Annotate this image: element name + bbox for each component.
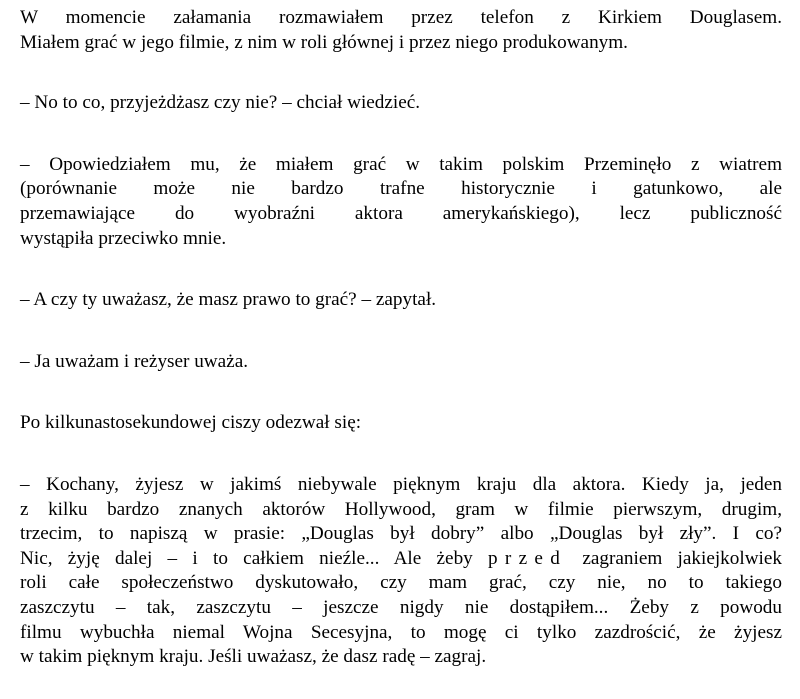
paragraph-right-question <box>20 288 782 313</box>
text-line: Miałem grać w jego filmie, z nim w roli głównej i przez niego produkowanym. <box>20 31 628 53</box>
text-line: – Opowiedziałem mu, że miałem grać w takim polskim Przeminęło z wiatrem <box>20 153 782 175</box>
text-line: w takim pięknym kraju. Jeśli uważasz, że dasz radę – zagraj. <box>20 646 487 668</box>
paragraph-explanation <box>20 153 782 251</box>
text-line: – No to co, przyjeżdżasz czy nie? – chciał wiedzieć. <box>20 92 421 114</box>
text-line: z kilku bardzo znanych aktorów Hollywood, gram w filmie pierwszym, drugim, <box>20 498 782 520</box>
text-line: wystąpiła przeciwko mnie. <box>20 227 227 249</box>
paragraph-douglas-reply <box>20 473 782 670</box>
text-line: – Ja uważam i reżyser uważa. <box>20 350 249 372</box>
text-segment: Nic, żyję dalej – i to całkiem nieźle... Ale żeby <box>20 547 489 569</box>
text-line: – Kochany, żyjesz w jakimś niebywale pięknym kraju dla aktora. Kiedy ja, jeden <box>20 473 782 495</box>
text-line-emphasis <box>20 547 782 572</box>
paragraph-answer <box>20 350 782 375</box>
text-line: trzecim, to napiszą w prasie: „Douglas był dobry” albo „Douglas był zły”. I co? <box>20 523 782 545</box>
text-line: – A czy ty uważasz, że masz prawo to grać? – zapytał. <box>20 289 437 311</box>
text-line: Po kilkunastosekundowej ciszy odezwał się: <box>20 412 362 434</box>
paragraph-phone-call <box>20 6 782 55</box>
paragraph-question <box>20 91 782 116</box>
document-page <box>20 6 782 670</box>
text-line: filmu wybuchła niemal Wojna Secesyjna, to mogę ci tylko zazdrościć, że żyjesz <box>20 621 782 643</box>
text-line: W momencie załamania rozmawiałem przez telefon z Kirkiem Douglasem. <box>20 7 782 28</box>
paragraph-silence <box>20 411 782 436</box>
spaced-emphasis-word: przed <box>488 547 568 569</box>
text-line: roli całe społeczeństwo dyskutowało, czy mam grać, czy nie, no to takiego <box>20 572 782 594</box>
text-line: zaszczytu – tak, zaszczytu – jeszcze nigdy nie dostąpiłem... Żeby z powodu <box>20 596 782 618</box>
text-line: (porównanie może nie bardzo trafne historycznie i gatunkowo, ale <box>20 178 782 200</box>
text-line: przemawiające do wyobraźni aktora amerykańskiego), lecz publiczność <box>20 202 782 224</box>
text-segment: zagraniem jakiejkolwiek <box>567 547 782 569</box>
